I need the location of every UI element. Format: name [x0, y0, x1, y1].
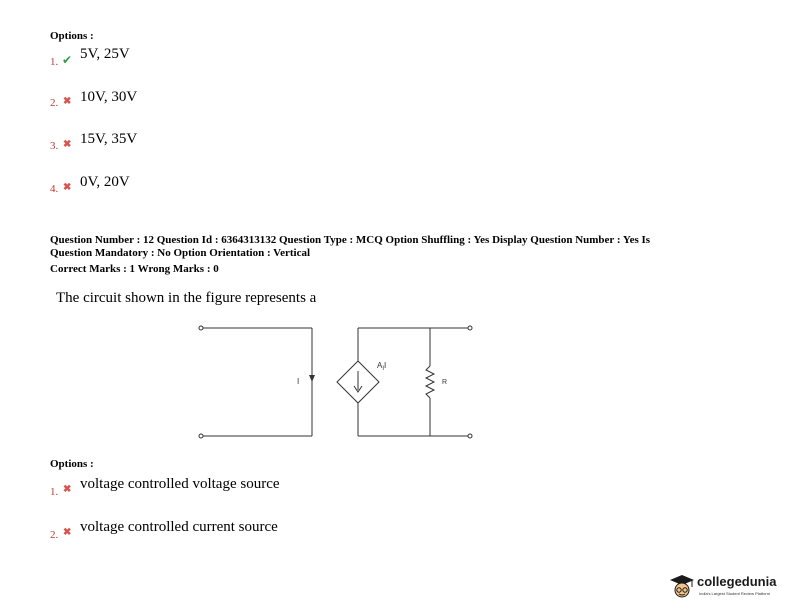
option-number: 1.: [50, 486, 59, 498]
cross-icon: ✖: [63, 527, 72, 538]
terminal-bottom-right: [468, 434, 472, 438]
logo-tagline: India's Largest Student Review Platform: [699, 591, 771, 596]
question-meta-line1: Question Number : 12 Question Id : 6364313132 Question Type : MCQ Option Shuffling : Yes Display Question Number : Yes Is: [50, 234, 651, 246]
circuit-diagram: [190, 318, 480, 448]
option-text: 15V, 35V: [80, 131, 138, 147]
option-text: voltage controlled current source: [80, 519, 278, 535]
option-number: 4.: [50, 183, 59, 195]
cross-icon: ✖: [63, 484, 72, 495]
options-header-bottom: Options :: [50, 458, 94, 470]
logo-wordmark: collegedunia: [697, 574, 777, 589]
graduate-icon: [668, 572, 696, 602]
check-icon: ✔: [62, 53, 73, 67]
cross-icon: ✖: [63, 182, 72, 193]
current-label: I: [297, 377, 300, 386]
option-text: 5V, 25V: [80, 46, 130, 62]
collegedunia-logo: [668, 570, 783, 606]
option-item: [50, 46, 250, 70]
terminal-top-right: [468, 326, 472, 330]
option-text: 0V, 20V: [80, 174, 130, 190]
question-text: The circuit shown in the figure represents a: [56, 290, 317, 306]
source-label: $A_II$: [377, 361, 387, 372]
option-number: 2.: [50, 97, 59, 109]
option-number: 3.: [50, 140, 59, 152]
option-text: voltage controlled voltage source: [80, 476, 280, 492]
terminal-bottom-left: [199, 434, 203, 438]
cross-icon: ✖: [63, 139, 72, 150]
current-arrow: [309, 375, 315, 382]
resistor-zigzag: [426, 366, 434, 398]
resistor-label: R: [442, 379, 448, 386]
option-item: [50, 174, 250, 202]
terminal-top-left: [199, 326, 203, 330]
option-item: [50, 131, 250, 159]
cross-icon: ✖: [63, 96, 72, 107]
option-item: [50, 89, 250, 115]
question-marks: Correct Marks : 1 Wrong Marks : 0: [50, 263, 219, 275]
question-meta-line2: Question Mandatory : No Option Orientation : Vertical: [50, 247, 311, 259]
option-number: 1.: [50, 56, 59, 68]
option-number: 2.: [50, 529, 59, 541]
option-item: [50, 519, 370, 542]
option-text: 10V, 30V: [80, 89, 138, 105]
option-item: [50, 478, 370, 498]
options-header-top: Options :: [50, 30, 94, 42]
